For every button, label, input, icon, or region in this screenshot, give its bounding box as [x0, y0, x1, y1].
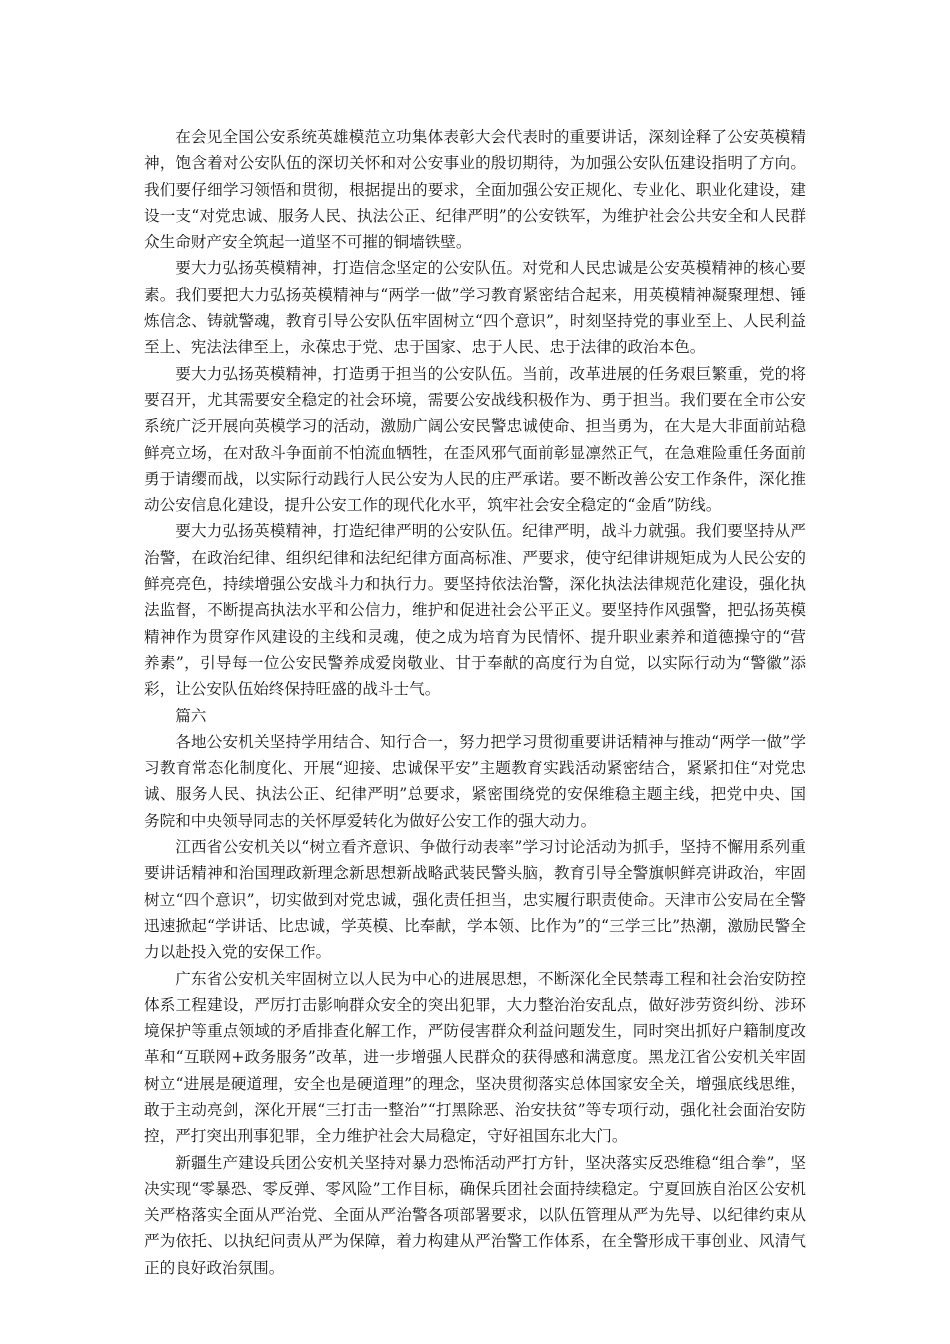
document-body	[144, 124, 806, 1281]
paragraph-intro: 在会见全国公安系统英雄模范立功集体表彰大会代表时的重要讲话，深刻诠释了公安英模精神，饱含着对公安队伍的深切关怀和对公安事业的殷切期待，为加强公安队伍建设指明了方向。我们要仔细学习领悟和贯彻，根据提出的要求，全面加强公安正规化、专业化、职业化建设，建设一支“对党忠诚、服务人民、执法公正、纪律严明”的公安铁军，为维护社会公共安全和人民群众生命财产安全筑起一道坚不可摧的铜墙铁壁。	[144, 128, 806, 252]
section-heading-part-six: 篇六	[175, 706, 207, 725]
paragraph-jiangxi-tianjin: 江西省公安机关以“树立看齐意识、争做行动表率”学习讨论活动为抓手，坚持不懈用系列重要讲话精神和治国理政新理念新思想新战略武装民警头脑，教育引导全警旗帜鲜亮讲政治，牢固树立“四个意识”，切实做到对党忠诚，强化责任担当，忠实履行职责使命。天津市公安局在全警迅速掀起“学讲话、比忠诚，学英模、比奉献，学本领、比作为”的“三学三比”热潮，激励民警全力以赴投入党的安保工作。	[144, 838, 806, 962]
paragraph-local-agencies: 各地公安机关坚持学用结合、知行合一，努力把学习贯彻重要讲话精神与推动“两学一做”学习教育常态化制度化、开展“迎接、忠诚保平安”主题教育实践活动紧密结合，紧紧扣住“对党忠诚、服务人民、执法公正、纪律严明”总要求，紧密围绕党的安保维稳主题主线，把党中央、国务院和中央领导同志的关怀厚爱转化为做好公安工作的强大动力。	[144, 732, 806, 830]
paragraph-guangdong-heilongjiang: 广东省公安机关牢固树立以人民为中心的进展思想，不断深化全民禁毒工程和社会治安防控体系工程建设，严厉打击影响群众安全的突出犯罪，大力整治治安乱点，做好涉劳资纠纷、涉环境保护等重点领域的矛盾排查化解工作，严防侵害群众利益问题发生，同时突出抓好户籍制度改革和“互联网+政务服务”改革，进一步增强人民群众的获得感和满意度。黑龙江省公安机关牢固树立“进展是硬道理，安全也是硬道理”的理念，坚决贯彻落实总体国家安全关，增强底线思维，敢于主动亮剑，深化开展“三打击一整治”“打黑除恶、治安扶贫”等专项行动，强化社会面治安防控，严打突出刑事犯罪，全力维护社会大局稳定，守好祖国东北大门。	[144, 969, 806, 1146]
paragraph-firm-belief: 要大力弘扬英模精神，打造信念坚定的公安队伍。对党和人民忠诚是公安英模精神的核心要素。我们要把大力弘扬英模精神与“两学一做”学习教育紧密结合起来，用英模精神凝聚理想、锤炼信念、铸就警魂，教育引导公安队伍牢固树立“四个意识”，时刻坚持党的事业至上、人民利益至上、宪法法律至上，永葆忠于党、忠于国家、忠于人民、忠于法律的政治本色。	[144, 259, 806, 357]
paragraph-discipline: 要大力弘扬英模精神，打造纪律严明的公安队伍。纪律严明，战斗力就强。我们要坚持从严治警，在政治纪律、组织纪律和法纪纪律方面高标准、严要求，使守纪律讲规矩成为人民公安的鲜亮亮色，持续增强公安战斗力和执行力。要坚持依法治警，深化执法法律规范化建设，强化执法监督，不断提高执法水平和公信力，维护和促进社会公平正义。要坚持作风强警，把弘扬英模精神作为贯穿作风建设的主线和灵魂，使之成为培育为民情怀、提升职业素养和道德操守的“营养素”，引导每一位公安民警养成爱岗敬业、甘于奉献的高度行为自觉，以实际行动为“警徽”添彩，让公安队伍始终保持旺盛的战斗士气。	[144, 522, 806, 699]
paragraph-responsibility: 要大力弘扬英模精神，打造勇于担当的公安队伍。当前，改革进展的任务艰巨繁重，党的将要召开，尤其需要安全稳定的社会环境，需要公安战线积极作为、勇于担当。我们要在全市公安系统广泛开展向英模学习的活动，激励广阔公安民警忠诚使命、担当勇为，在大是大非面前站稳鲜亮立场，在对敌斗争面前不怕流血牺牲，在歪风邪气面前彰显凛然正气，在急难险重任务面前勇于请缨而战，以实际行动践行人民公安为人民的庄严承诺。要不断改善公安工作条件，深化推动公安信息化建设，提升公安工作的现代化水平，筑牢社会安全稳定的“金盾”防线。	[144, 364, 806, 515]
paragraph-xinjiang-ningxia: 新疆生产建设兵团公安机关坚持对暴力恐怖活动严打方针，坚决落实反恐维稳“组合拳”，坚决实现“零暴恐、零反弹、零风险”工作目标，确保兵团社会面持续稳定。宁夏回族自治区公安机关严格落实全面从严治党、全面从严治警各项部署要求，以队伍管理从严为先导、以纪律约束从严为依托、以执纪问责从严为保障，着力构建从严治警工作体系，在全警形成干事创业、风清气正的良好政治氛围。	[144, 1153, 806, 1277]
